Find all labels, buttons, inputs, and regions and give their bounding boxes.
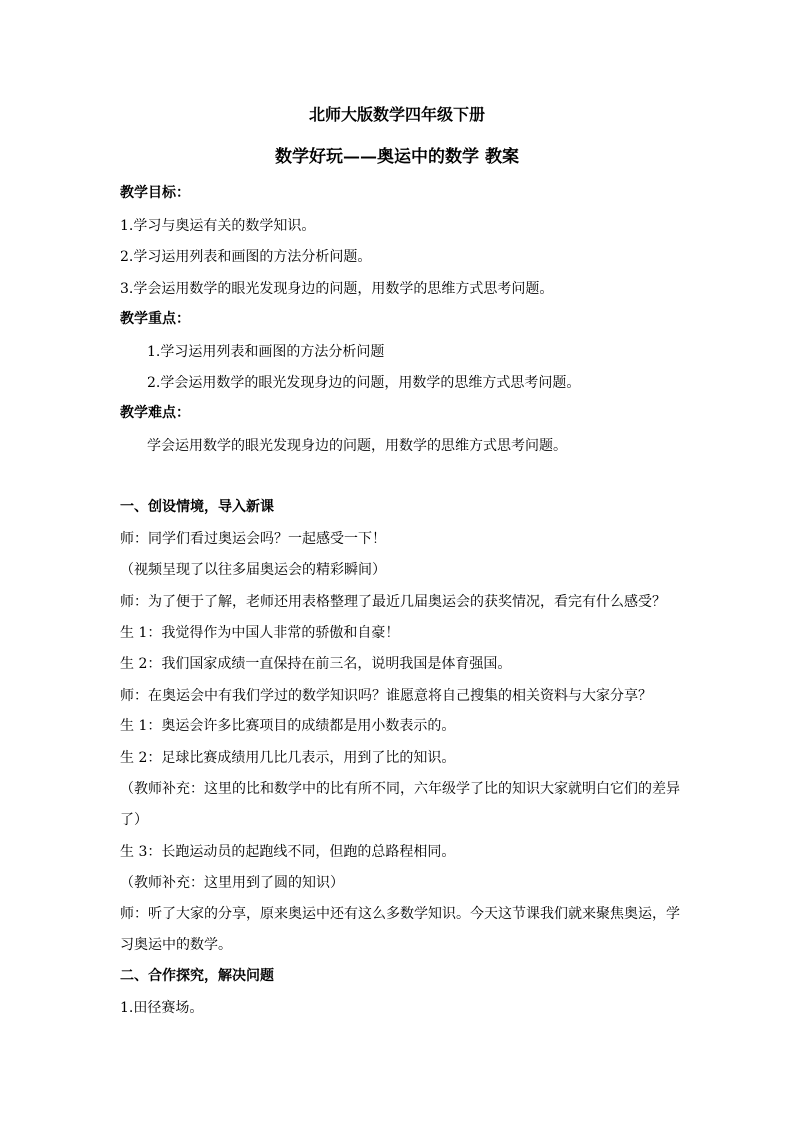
section-1-line: （视频呈现了以往多届奥运会的精彩瞬间） [120,562,386,578]
section-1-line: 生 1：我觉得作为中国人非常的骄傲和自豪！ [120,625,400,641]
goal-item-3: 3.学会运用数学的眼光发现身边的问题，用数学的思维方式思考问题。 [120,281,554,297]
section-1-line: 生 3：长跑运动员的起跑线不同，但跑的总路程相同。 [120,844,456,860]
key-points-heading: 教学重点： [120,311,190,327]
section-1-line: （教师补充：这里用到了圆的知识） [120,875,344,891]
document-title: 北师大版数学四年级下册 [308,105,485,124]
section-1-line: 习奥运中的数学。 [120,937,232,953]
key-point-item-2: 2.学会运用数学的眼光发现身边的问题，用数学的思维方式思考问题。 [147,375,581,391]
section-1-line: 生 2：我们国家成绩一直保持在前三名，说明我国是体育强国。 [120,656,512,672]
goal-item-2: 2.学习运用列表和画图的方法分析问题。 [120,249,372,265]
section-1-line: （教师补充：这里的比和数学中的比有所不同，六年级学了比的知识大家就明白它们的差异 [120,781,680,797]
section-1-line: 生 1：奥运会许多比赛项目的成绩都是用小数表示的。 [120,718,456,734]
key-point-item-1: 1.学习运用列表和画图的方法分析问题 [147,344,385,360]
goals-heading: 教学目标： [120,185,190,201]
document-subtitle: 数学好玩——奥运中的数学 教案 [275,147,519,167]
section-2-heading: 二、合作探究，解决问题 [120,968,274,984]
difficulty-text: 学会运用数学的眼光发现身边的问题，用数学的思维方式思考问题。 [147,438,567,454]
section-1-line: 师：同学们看过奥运会吗？一起感受一下！ [120,531,386,547]
section-1-line: 师：在奥运会中有我们学过的数学知识吗？谁愿意将自己搜集的相关资料与大家分享？ [120,688,652,704]
goal-item-1: 1.学习与奥运有关的数学知识。 [120,218,316,234]
section-1-line: 了） [120,812,148,828]
section-1-heading: 一、创设情境，导入新课 [120,499,274,515]
difficulty-heading: 教学难点： [120,405,190,421]
section-2-line: 1.田径赛场。 [120,1000,204,1016]
section-1-line: 生 2：足球比赛成绩用几比几表示，用到了比的知识。 [120,750,456,766]
section-1-line: 师：为了便于了解，老师还用表格整理了最近几届奥运会的获奖情况，看完有什么感受？ [120,594,666,610]
section-1-line: 师：听了大家的分享，原来奥运中还有这么多数学知识。今天这节课我们就来聚焦奥运，学 [120,906,680,922]
